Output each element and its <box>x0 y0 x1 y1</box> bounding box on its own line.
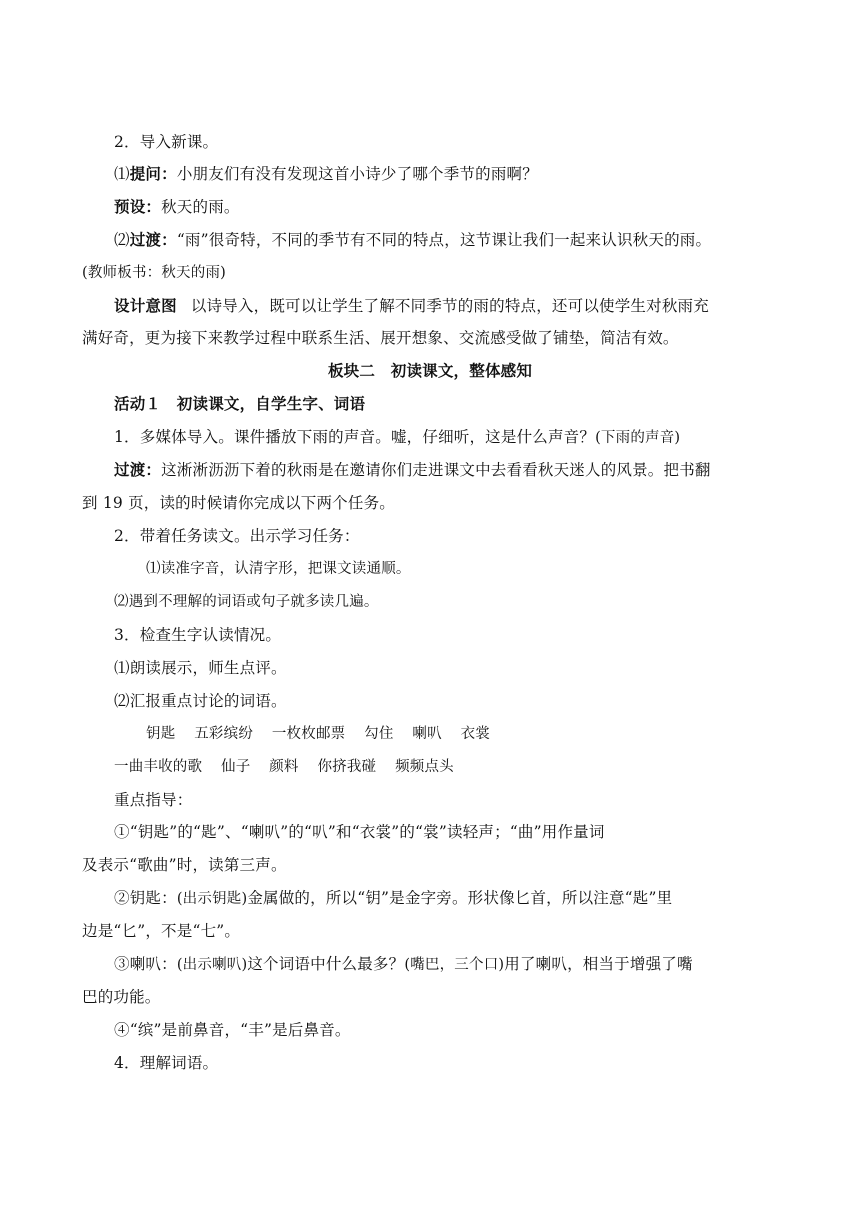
word-list-1 <box>146 724 844 744</box>
word: 你挤我碰 <box>317 759 377 775</box>
activity-heading: 活动１ 初读课文，自学生字、词语 <box>114 395 366 413</box>
guidance-2-text: 金属做的，所以“钥”是金字旁。形状像匕首，所以注意“匙”里 <box>247 889 673 907</box>
preset-line <box>114 197 812 217</box>
item-marker: ⑴ <box>114 165 130 183</box>
step-intro-lesson: 2．导入新课。 <box>114 133 219 151</box>
guidance-2-note: (出示钥匙) <box>176 891 248 907</box>
guidance-2 <box>114 888 812 909</box>
question-text: 小朋友们有没有发现这首小诗少了哪个季节的雨啊？ <box>176 165 538 183</box>
guidance-3-text-2: 用了喇叭，相当于增强了嘴 <box>504 955 693 973</box>
design-intent-text: 以诗导入，既可以让学生了解不同季节的雨的特点，还可以使学生对秋雨充 <box>190 297 709 315</box>
step-tasks: 2．带着任务读文。出示学习任务： <box>114 527 360 545</box>
word: 仙子 <box>221 759 251 775</box>
word: 颜料 <box>269 759 299 775</box>
word: 五彩缤纷 <box>194 726 254 742</box>
guidance-2-cont: 边是“匕”，不是“七”。 <box>82 922 241 940</box>
guidance-1: ①“钥匙”的“匙”、“喇叭”的“叭”和“衣裳”的“裳”读轻声；“曲”用作量词 <box>114 823 605 841</box>
step-check: 3．检查生字认读情况。 <box>114 626 282 644</box>
word: 喇叭 <box>412 726 442 742</box>
word: 勾住 <box>364 726 394 742</box>
item-marker: ⑵ <box>114 231 130 249</box>
guidance-3-text: 这个词语中什么最多？ <box>247 955 405 973</box>
guidance-3-note-2: (嘴巴，三个口) <box>404 957 505 973</box>
transition-label-2: 过渡： <box>114 461 162 479</box>
word: 衣裳 <box>460 726 490 742</box>
check-2: ⑵汇报重点讨论的词语。 <box>114 692 287 710</box>
step-multimedia-text: 1．多媒体导入。课件播放下雨的声音。嘘，仔细听，这是什么声音？ <box>114 428 596 446</box>
design-intent-line <box>114 296 812 316</box>
transition-line-2 <box>114 460 812 480</box>
transition-text-2: 这淅淅沥沥下着的秋雨是在邀请你们走进课文中去看看秋天迷人的风景。把书翻 <box>161 461 711 479</box>
guidance-3-term: ③喇叭： <box>114 955 177 973</box>
design-intent-cont: 满好奇，更为接下来教学过程中联系生活、展开想象、交流感受做了铺垫，简洁有效。 <box>82 329 679 347</box>
design-intent-label: 设计意图 <box>114 297 177 315</box>
word-list-2 <box>114 757 812 777</box>
word: 一枚枚邮票 <box>271 726 346 742</box>
section-heading: 板块二 初读课文，整体感知 <box>327 362 533 380</box>
step-understand: 4．理解词语。 <box>114 1054 219 1072</box>
task-2: ⑵遇到不理解的词语或句子就多读几遍。 <box>114 594 379 610</box>
guidance-2-term: ②钥匙： <box>114 889 177 907</box>
board-note: (教师板书：秋天的雨) <box>82 265 227 281</box>
guidance-3-note: (出示喇叭) <box>176 957 248 973</box>
preset-text: 秋天的雨。 <box>161 198 240 216</box>
word: 频频点头 <box>395 759 454 775</box>
check-1: ⑴朗读展示，师生点评。 <box>114 659 287 677</box>
transition-cont: 到 19 页，读的时候请你完成以下两个任务。 <box>82 494 395 512</box>
guidance-3 <box>114 954 812 975</box>
step-multimedia-note: (下雨的声音) <box>595 430 681 446</box>
guidance-4: ④“缤”是前鼻音，“丰”是后鼻音。 <box>114 1021 351 1039</box>
guidance-1-cont: 及表示“歌曲”时，读第三声。 <box>82 856 287 874</box>
transition-text: “雨”很奇特，不同的季节有不同的特点，这节课让我们一起来认识秋天的雨。 <box>176 231 712 249</box>
transition-label: 过渡： <box>129 231 177 249</box>
key-guidance-label: 重点指导： <box>114 791 193 809</box>
task-1: ⑴读准字音，认清字形，把课文读通顺。 <box>146 561 411 577</box>
transition-line <box>114 230 812 250</box>
question-line <box>114 164 812 184</box>
preset-label: 预设： <box>114 198 162 216</box>
word: 钥匙 <box>146 726 176 742</box>
step-multimedia <box>114 427 812 448</box>
question-label: 提问： <box>129 165 177 183</box>
guidance-3-cont: 巴的功能。 <box>82 988 161 1006</box>
word: 一曲丰收的歌 <box>114 759 203 775</box>
